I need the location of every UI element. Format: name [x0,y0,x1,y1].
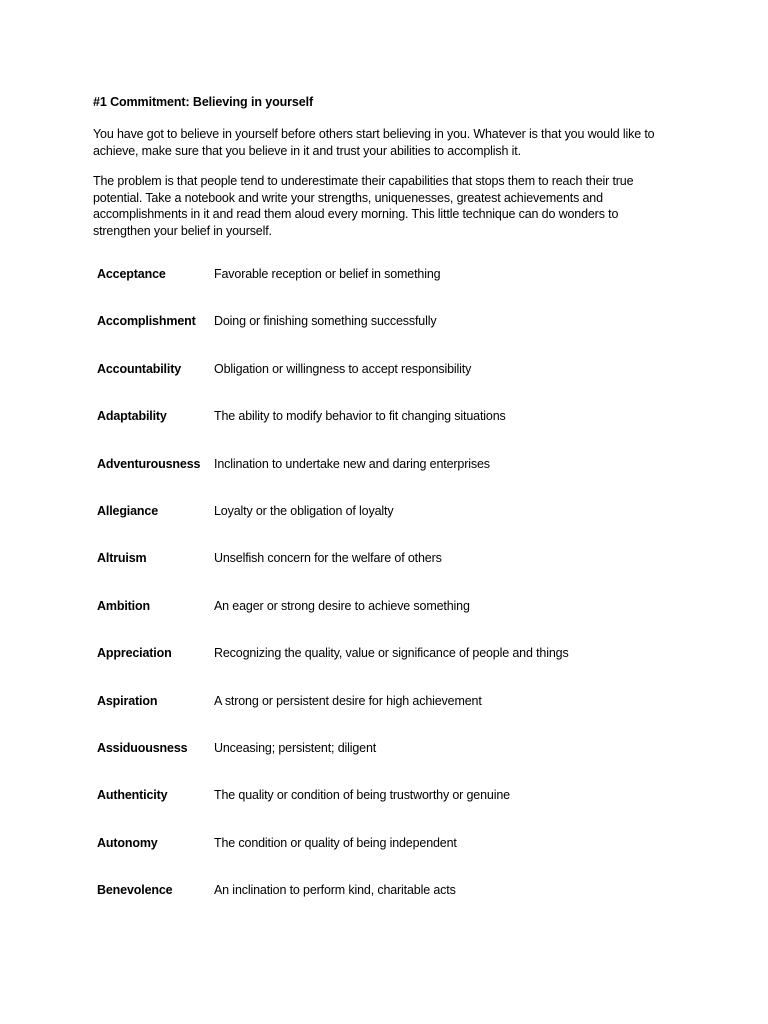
value-row [97,693,697,740]
value-row [97,550,697,597]
values-list [97,266,697,929]
value-term: Acceptance [97,267,166,281]
value-row [97,266,697,313]
value-definition: A strong or persistent desire for high achievement [214,693,482,708]
value-term: Assiduousness [97,740,188,755]
value-row [97,408,697,455]
value-term: Allegiance [97,503,159,518]
value-term: Adventurousness [97,456,201,471]
section-heading: #1 Commitment: Believing in yourself [93,95,314,109]
value-term: Accomplishment [97,314,196,329]
value-definition: Doing or finishing something successfully [214,314,437,329]
value-definition: Unceasing; persistent; diligent [214,740,377,755]
value-row [97,740,697,787]
value-definition: Favorable reception or belief in something [214,267,441,281]
value-row [97,882,697,929]
value-definition: The quality or condition of being trustworthy or genuine [214,788,510,803]
value-definition: Recognizing the quality, value or significance of people and things [214,646,569,661]
value-term: Aspiration [97,693,158,708]
value-term: Ambition [97,598,150,613]
value-row [97,835,697,882]
value-row [97,787,697,834]
value-row [97,313,697,360]
intro-paragraph: You have got to believe in yourself before others start believing in you. Whatever is that you would like to achieve, make sure that you believe in it and trust your abilities to accomplish it. [93,127,655,158]
value-definition: Unselfish concern for the welfare of others [214,551,442,566]
value-term: Appreciation [97,646,172,661]
value-definition: The ability to modify behavior to fit changing situations [214,409,506,424]
value-definition: Loyalty or the obligation of loyalty [214,503,394,518]
value-definition: The condition or quality of being independent [214,835,457,850]
value-row [97,598,697,645]
value-definition: Inclination to undertake new and daring enterprises [214,456,490,471]
value-definition: An eager or strong desire to achieve something [214,598,470,613]
value-term: Adaptability [97,409,167,424]
value-row [97,361,697,408]
value-row [97,645,697,692]
value-term: Accountability [97,361,182,376]
value-definition: An inclination to perform kind, charitable acts [214,883,456,898]
value-term: Authenticity [97,788,168,803]
value-term: Autonomy [97,835,158,850]
value-term: Benevolence [97,883,173,898]
value-row [97,456,697,503]
value-row [97,503,697,550]
advice-paragraph: The problem is that people tend to underestimate their capabilities that stops them to reach their true potential. Take a notebook and write your strengths, uniquenesses, greatest achievements and accomplishments in it and read them aloud every morning. This little technique can do wonders to strengthen your belief in yourself. [93,174,634,238]
value-definition: Obligation or willingness to accept responsibility [214,361,472,376]
value-term: Altruism [97,551,147,566]
